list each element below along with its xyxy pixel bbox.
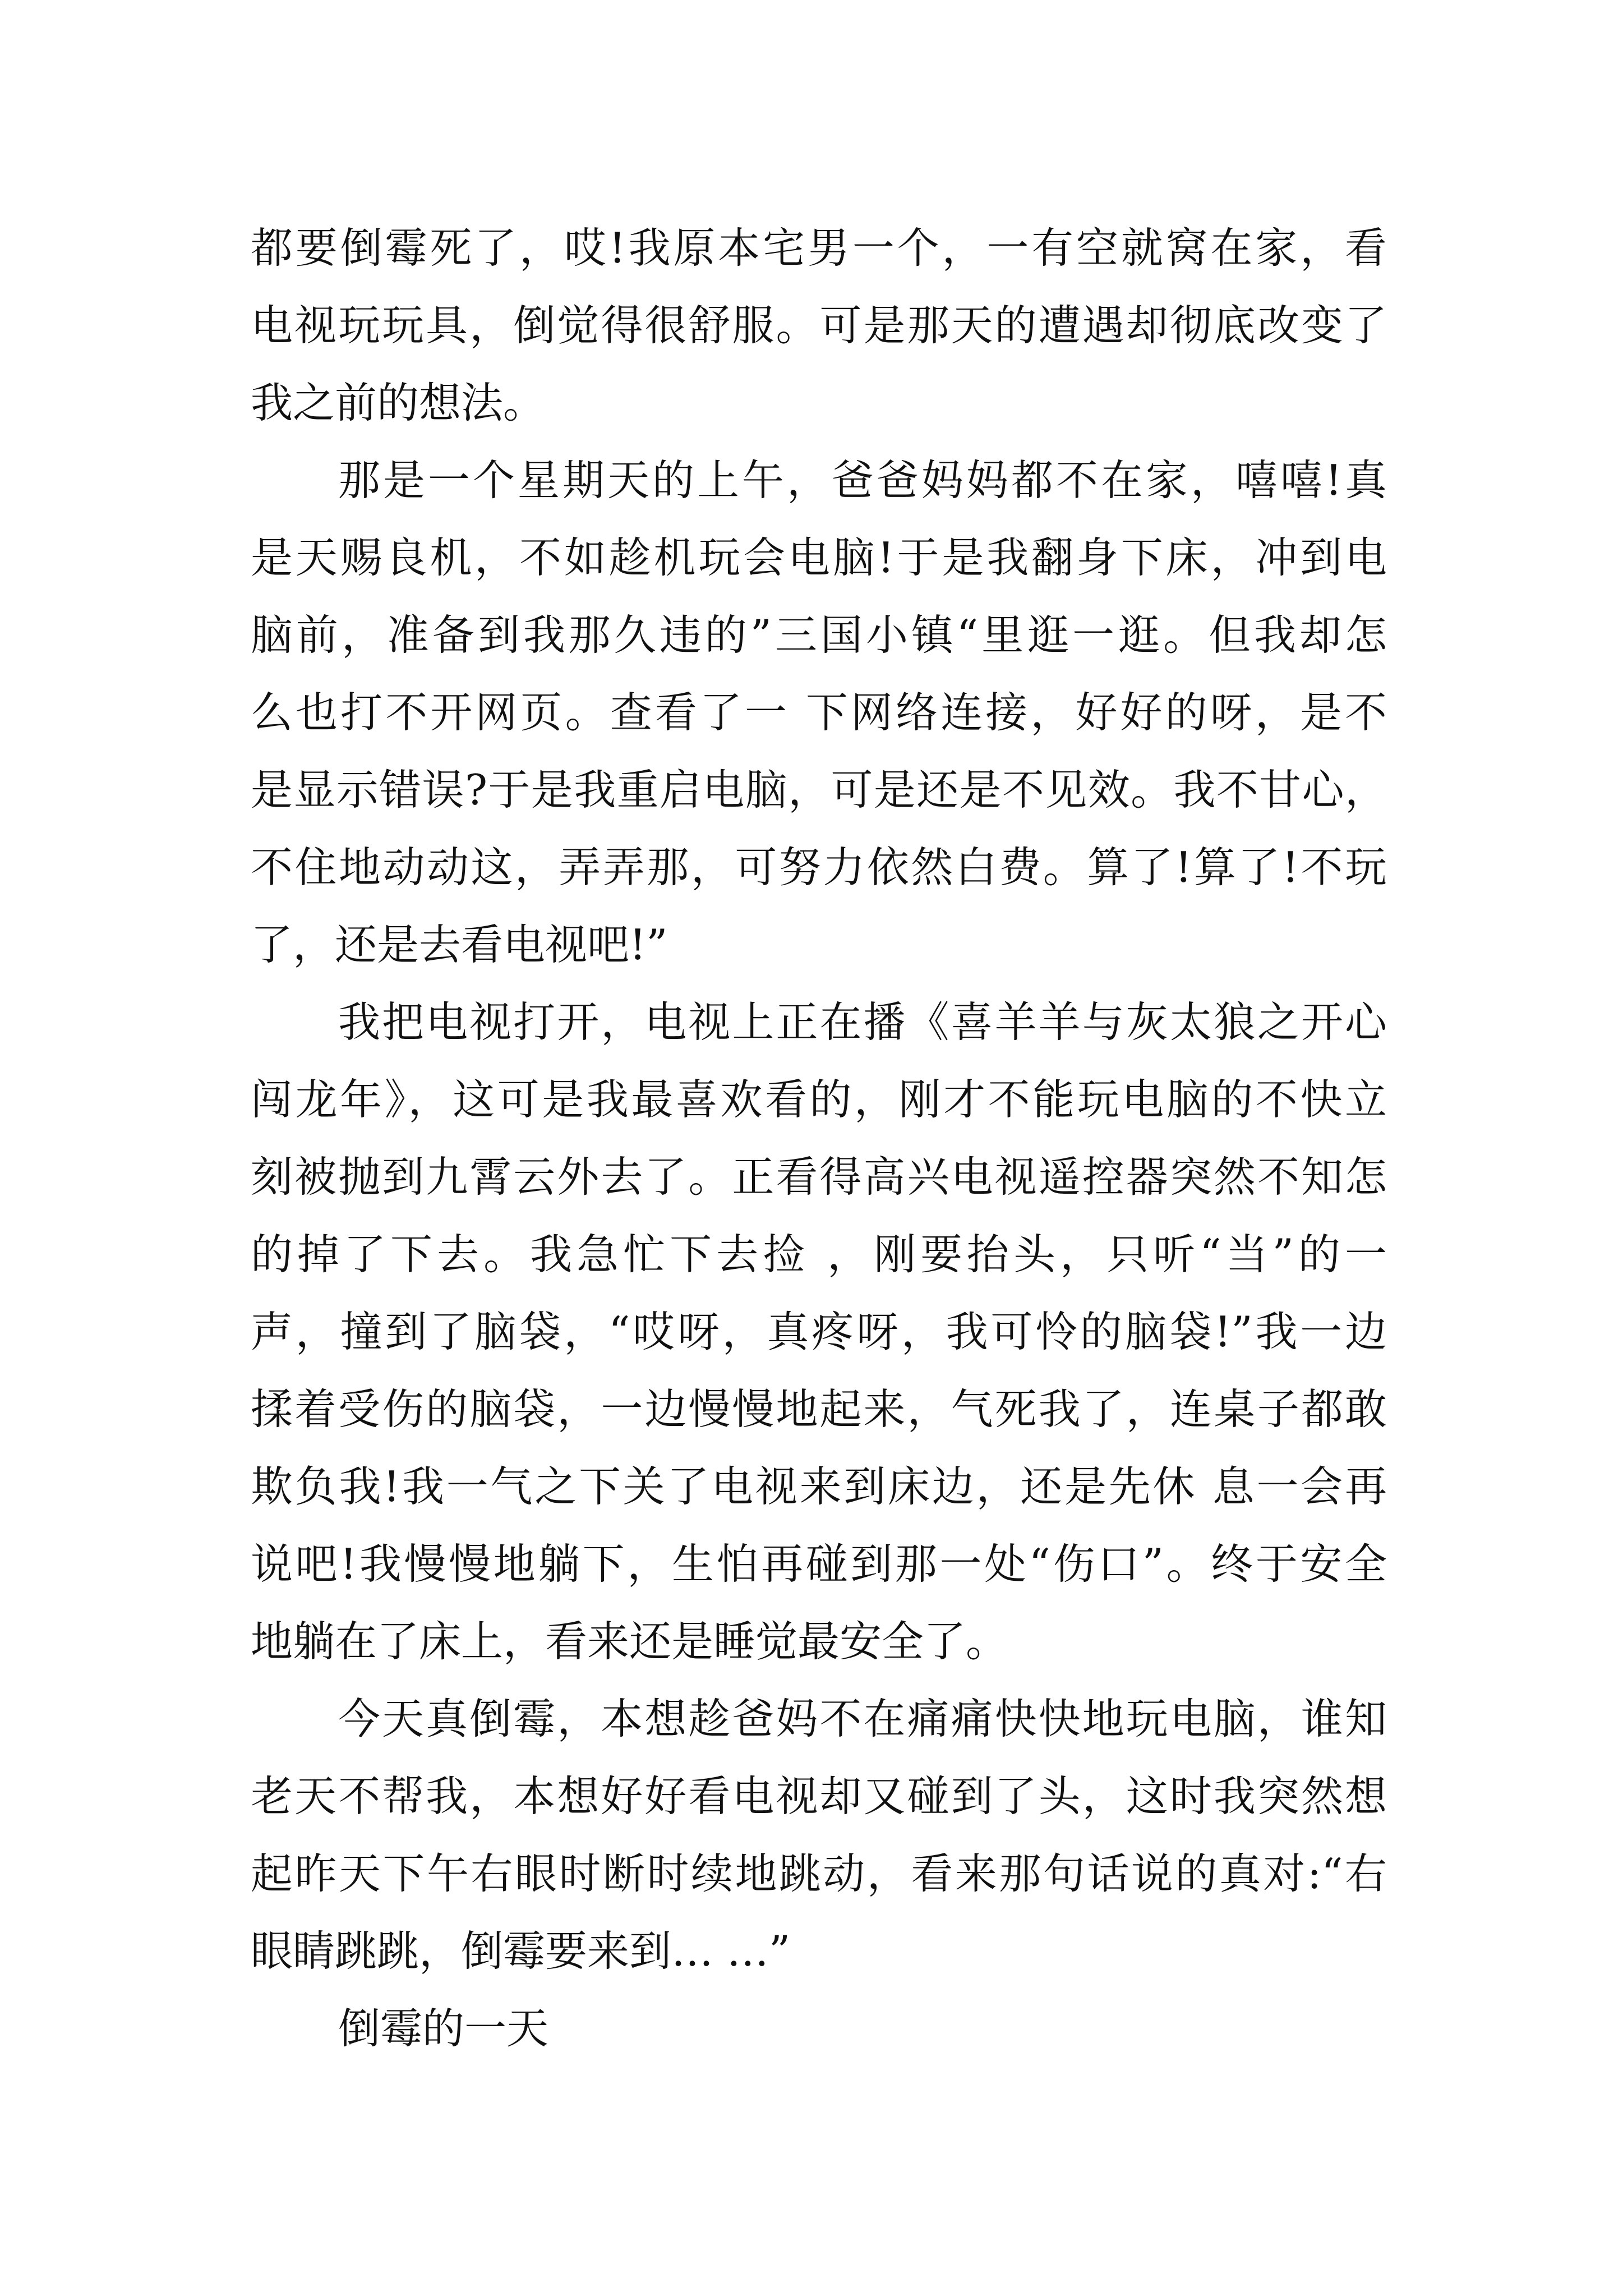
text-line: 起昨天下午右眼时断时续地跳动，看来那句话说的真对:“右	[251, 1849, 1387, 1898]
text-line: 都要倒霉死了，哎!我原本宅男一个，一有空就窝在家，看	[251, 223, 1387, 273]
text-line: 不住地动动这，弄弄那，可努力依然白费。算了!算了!不玩	[251, 843, 1387, 892]
text-line: 揉着受伤的脑袋，一边慢慢地起来，气死我了，连桌子都敢	[251, 1384, 1387, 1434]
text-line: 的掉了下去。我急忙下去捡 ，刚要抬头，只听“当”的一	[251, 1230, 1387, 1279]
text-line: 闯龙年》，这可是我最喜欢看的，刚才不能玩电脑的不快立	[251, 1075, 1387, 1124]
text-line: 我把电视打开，电视上正在播《喜羊羊与灰太狼之开心	[338, 997, 1387, 1047]
text-line: 了，还是去看电视吧!”	[251, 920, 668, 969]
text-line: 我之前的想法。	[251, 378, 546, 427]
paragraph	[251, 1680, 1387, 1990]
paragraph	[251, 983, 1387, 1680]
text-line: 刻被抛到九霄云外去了。正看得高兴电视遥控器突然不知怎	[251, 1152, 1387, 1202]
text-line: 说吧!我慢慢地躺下，生怕再碰到那一处“伤口”。终于安全	[251, 1539, 1387, 1589]
text-line: 电视玩玩具，倒觉得很舒服。可是那天的遭遇却彻底改变了	[251, 301, 1387, 350]
text-line: 是显示错误?于是我重启电脑，可是还是不见效。我不甘心，	[251, 765, 1387, 815]
text-line: 是天赐良机，不如趁机玩会电脑!于是我翻身下床，冲到电	[251, 533, 1387, 582]
text-line: 那是一个星期天的上午，爸爸妈妈都不在家，嘻嘻!真	[338, 455, 1387, 505]
paragraph	[251, 441, 1387, 983]
text-line: 脑前，准备到我那久违的”三国小镇“里逛一逛。但我却怎	[251, 610, 1387, 660]
essay-title-line: 倒霉的一天	[338, 2004, 549, 2053]
text-line: 么也打不开网页。查看了一 下网络连接，好好的呀，是不	[251, 688, 1387, 737]
text-line: 今天真倒霉，本想趁爸妈不在痛痛快快地玩电脑，谁知	[338, 1694, 1387, 1743]
text-line: 欺负我!我一气之下关了电视来到床边，还是先休 息一会再	[251, 1462, 1387, 1511]
text-line: 地躺在了床上，看来还是睡觉最安全了。	[251, 1617, 1008, 1666]
paragraph	[251, 209, 1387, 441]
text-line: 老天不帮我，本想好好看电视却又碰到了头，这时我突然想	[251, 1772, 1387, 1821]
paragraph	[251, 1990, 1387, 2067]
body-text	[251, 209, 1387, 2067]
text-line: 声，撞到了脑袋，“哎呀，真疼呀，我可怜的脑袋!”我一边	[251, 1307, 1387, 1356]
text-line: 眼睛跳跳，倒霉要来到… …”	[251, 1926, 791, 1976]
